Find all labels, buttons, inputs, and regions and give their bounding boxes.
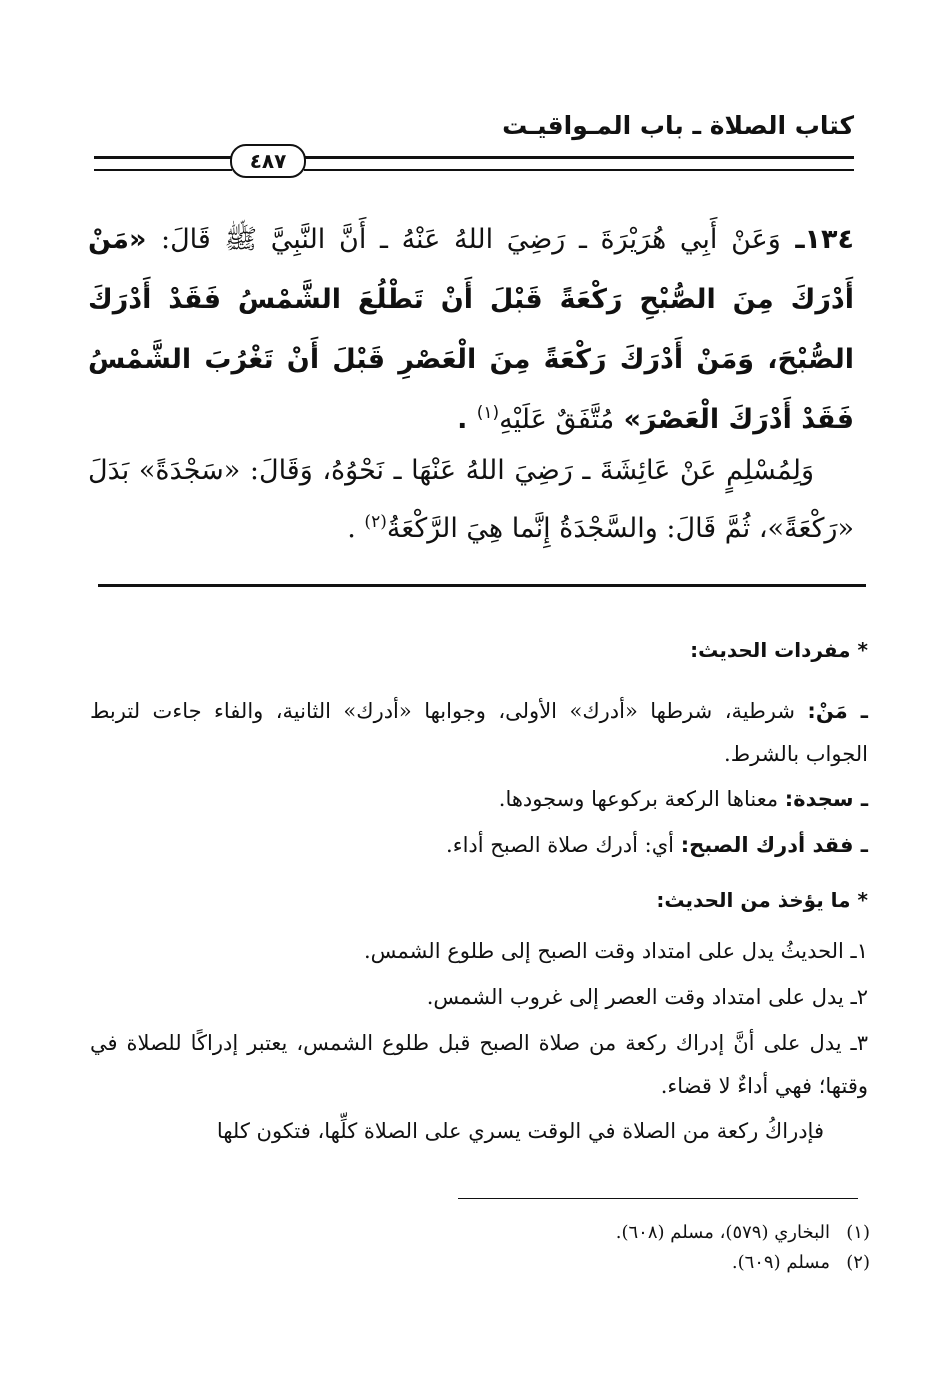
- hadith-text: «مَنْ أَدْرَكَ مِنَ الصُّبْحِ رَكْعَةً قَبْلَ أَنْ تَطْلُعَ الشَّمْسُ فَقَدْ أَدْرَكَ الصُّبْحَ، وَمَنْ أَدْرَكَ رَكْعَةً مِنَ الْعَصْرِ قَبْلَ أَنْ تَغْرُبَ الشَّمْسُ فَقَدْ أَدْرَكَ الْعَصْرَ»: [88, 224, 854, 435]
- footnote-rule: [458, 1198, 858, 1199]
- lesson-item-2: [90, 976, 868, 1019]
- footnote-1: [250, 1218, 870, 1248]
- vocab-term: ـ سجدة:: [784, 787, 868, 811]
- lesson-item-1: [90, 930, 868, 973]
- hadith-paragraph: [88, 210, 854, 450]
- hadith-intro: وَعَنْ أَبِي هُرَيْرَةَ ـ رَضِيَ اللهُ عَنْهُ ـ أَنَّ النَّبِيَّ ﷺ قَالَ:: [160, 224, 781, 255]
- page-number: ٤٨٧: [230, 144, 306, 178]
- vocab-heading: * مفردات الحديث:: [690, 638, 868, 662]
- footnote-ref-2: (٢): [364, 512, 387, 532]
- hadith-agreed: مُتَّفَقٌ عَلَيْهِ: [499, 404, 615, 435]
- section-divider: [98, 584, 866, 587]
- hadith-number: ١٣٤ـ: [795, 224, 854, 255]
- footnote-number: (٢): [846, 1252, 870, 1273]
- lesson-item-3: [90, 1022, 868, 1108]
- footnote-ref-1: (١): [476, 403, 500, 423]
- vocab-text: أي: أدرك صلاة الصبح أداء.: [446, 833, 681, 857]
- vocab-term: ـ مَنْ:: [807, 699, 868, 723]
- continuation-text: فإدراكُ ركعة من الصلاة في الوقت يسري على الصلاة كلِّها، فتكون كلها: [216, 1119, 824, 1143]
- lesson-text: ٢ـ يدل على امتداد وقت العصر إلى غروب الشمس.: [426, 985, 868, 1009]
- variant-narration: [88, 442, 854, 558]
- header-rule-left: [94, 156, 232, 171]
- running-title: كتاب الصلاة ـ باب المـواقيـت: [502, 111, 854, 140]
- lesson-continuation: [90, 1110, 868, 1153]
- header-rule-right: [304, 156, 854, 171]
- vocab-item-sajda: [90, 778, 868, 821]
- footnote-text: مسلم (٦٠٩).: [731, 1252, 830, 1273]
- vocab-term: ـ فقد أدرك الصبح:: [680, 833, 868, 857]
- hadith-block: [88, 210, 854, 450]
- hadith-end: .: [457, 404, 477, 435]
- variant-text: وَلِمُسْلِمٍ عَنْ عَائِشَةَ ـ رَضِيَ اللهُ عَنْهَا ـ نَحْوُهُ، وَقَالَ: «سَجْدَةً» بَدَلَ «رَكْعَةً»، ثُمَّ قَالَ: والسَّجْدَةُ إِنَّما هِيَ الرَّكْعَةُ: [88, 455, 854, 544]
- vocab-item-adraka: [90, 824, 868, 867]
- vocab-text: شرطية، شرطها «أدرك» الأولى، وجوابها «أدرك» الثانية، والفاء جاءت لتربط الجواب بالشرط.: [90, 699, 868, 766]
- footnote-text: البخاري (٥٧٩)، مسلم (٦٠٨).: [615, 1222, 830, 1243]
- footnote-number: (١): [846, 1222, 870, 1243]
- footnotes: [250, 1218, 870, 1278]
- vocab-item-man: [90, 690, 868, 776]
- footnote-2: [250, 1248, 870, 1278]
- lesson-text: ٣ـ يدل على أنَّ إدراك ركعة من صلاة الصبح قبل طلوع الشمس، يعتبر إدراكًا للصلاة في وقتها؛ فهي أداءٌ لا قضاء.: [90, 1031, 868, 1098]
- lesson-text: ١ـ الحديثُ يدل على امتداد وقت الصبح إلى طلوع الشمس.: [363, 939, 868, 963]
- vocab-text: معناها الركعة بركوعها وسجودها.: [498, 787, 785, 811]
- lessons-heading: * ما يؤخذ من الحديث:: [656, 888, 868, 912]
- variant-end: .: [347, 513, 365, 544]
